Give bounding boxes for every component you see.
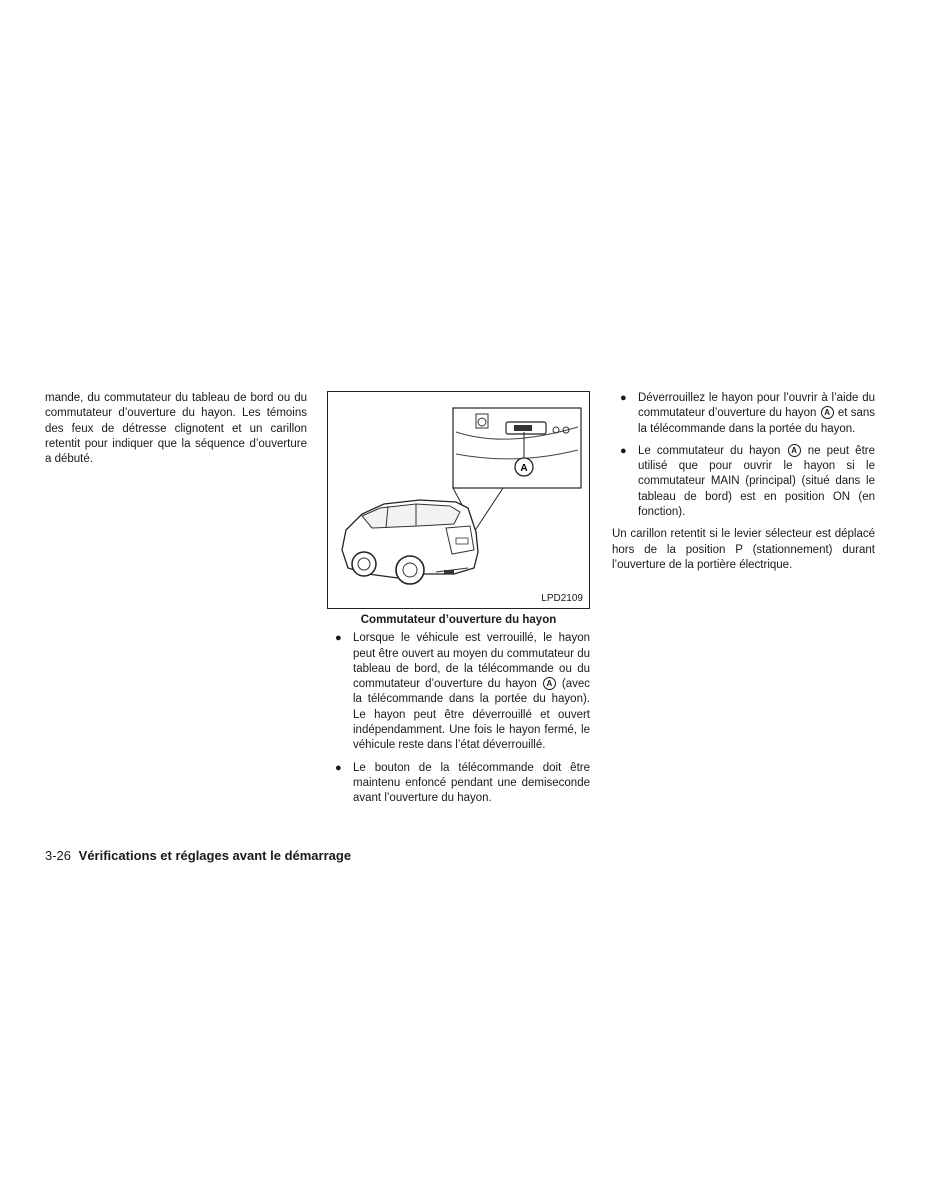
callout-a-label: A	[520, 463, 528, 474]
list-item-text: et sans la télécommande dans la portée du hayon.	[638, 407, 875, 435]
page-number: 3-26	[45, 848, 72, 863]
list-item	[327, 761, 590, 807]
list-item-text: (avec la télécommande dans la portée du hayon). Le hayon peut être déverrouillé et ouvert indépendamment. Une fois le hayon fermé, le véhicule reste dans l’état déverrouillé.	[353, 678, 590, 752]
continued-paragraph: mande, du commutateur du tableau de bord ou du commutateur d’ouverture du hayon. Les témoins des feux de détresse clignotent et un carillon retentit pour indiquer que la séquence d’ouverture a débuté.	[45, 392, 307, 466]
list-item	[327, 631, 590, 753]
bullet-icon: ●	[335, 632, 342, 645]
callout-a-icon: A	[788, 444, 801, 457]
vehicle-rear-drawing	[328, 392, 589, 608]
bullet-list	[612, 391, 875, 520]
list-item-text: Le bouton de la télécommande doit être maintenu enfoncé pendant une demiseconde avant l’ouverture du hayon.	[353, 761, 590, 805]
list-item-text: Déverrouillez le hayon pour l’ouvrir à l’aide du commutateur d’ouverture du hayon	[638, 392, 875, 420]
bullet-icon: ●	[620, 392, 627, 404]
list-item-text: ne peut être utilisé que pour ouvrir le hayon si le commutateur MAIN (principal) (situé dans le tableau de bord) est en position ON (en fonction).	[638, 444, 876, 519]
callout-a-icon: A	[821, 406, 834, 419]
list-item	[612, 444, 875, 520]
figure-caption: Commutateur d’ouverture du hayon	[360, 614, 557, 626]
bullet-icon: ●	[335, 761, 342, 774]
page-footer	[45, 848, 351, 863]
bullet-list	[327, 631, 590, 806]
middle-column	[327, 613, 590, 814]
list-item-text: Lorsque le véhicule est verrouillé, le hayon peut être ouvert au moyen du commutateur du tableau de bord, de la télécommande ou du commutateur d’ouverture du hayon	[353, 632, 590, 691]
callout-a-icon: A	[543, 677, 556, 690]
list-item-text: Le commutateur du hayon	[638, 444, 787, 457]
liftgate-switch-illustration	[327, 391, 590, 609]
bullet-icon: ●	[620, 444, 627, 457]
left-column	[45, 391, 307, 467]
figure-code: LPD2109	[541, 593, 583, 604]
list-item	[612, 391, 875, 437]
section-title: Vérifications et réglages avant le démarrage	[78, 848, 352, 863]
chime-paragraph: Un carillon retentit si le levier sélecteur est déplacé hors de la position P (stationnement) durant l’ouverture de la portière électrique.	[612, 528, 875, 571]
right-column	[612, 391, 875, 573]
